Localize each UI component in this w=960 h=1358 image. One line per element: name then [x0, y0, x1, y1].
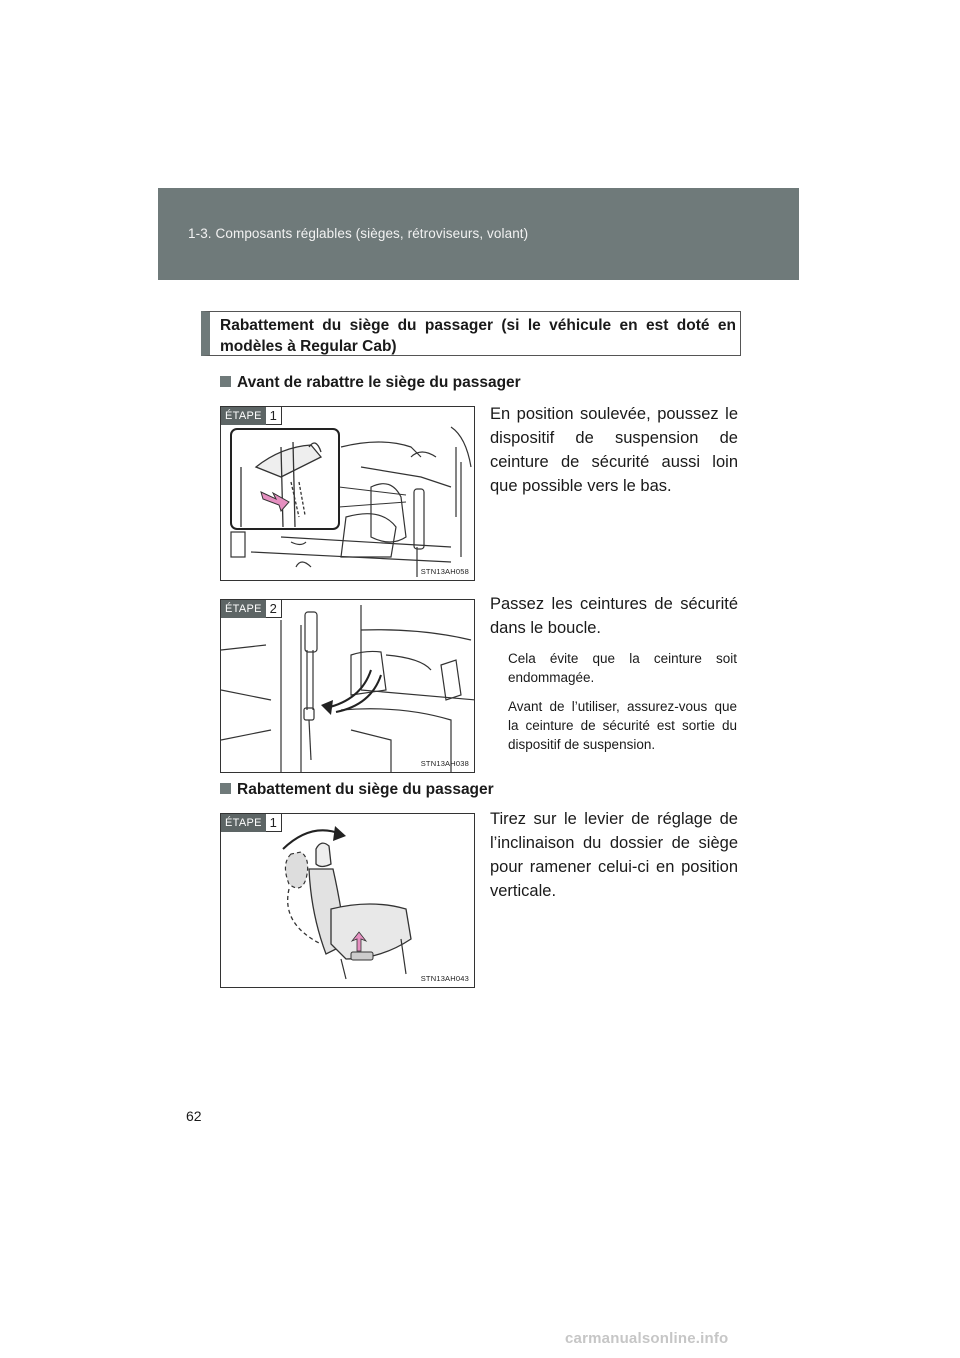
step-label: ÉTAPE — [221, 600, 266, 618]
belt-through-buckle-illustration — [221, 600, 475, 773]
seatbelt-hanger-illustration — [221, 407, 475, 581]
figure-step-3 — [220, 813, 475, 988]
figure-step-1 — [220, 406, 475, 581]
step-number: 1 — [266, 407, 282, 425]
section-title: Rabattement du siège du passager (si le véhicule en est doté en modèles à Regular Cab) — [201, 311, 741, 356]
page-number: 62 — [186, 1108, 202, 1124]
figure-code: STN13AH038 — [420, 759, 469, 768]
step-number: 2 — [266, 600, 282, 618]
subsection-heading-text: Rabattement du siège du passager — [237, 781, 494, 798]
figure-code: STN13AH043 — [420, 974, 469, 983]
square-bullet-icon — [220, 376, 231, 387]
step-2-note-1: Cela évite que la ceinture soit endommagée. — [508, 651, 737, 685]
step-1-text: En position soulevée, poussez le dispositif de suspension de ceinture de sécurité aussi loin que possible vers le bas. — [490, 405, 738, 495]
step-badge — [221, 814, 282, 832]
step-badge — [221, 407, 282, 425]
subsection-heading-text: Avant de rabattre le siège du passager — [237, 374, 521, 391]
square-bullet-icon — [220, 783, 231, 794]
breadcrumb: 1-3. Composants réglables (sièges, rétroviseurs, volant) — [188, 226, 529, 241]
step-2-text: Passez les ceintures de sécurité dans le boucle. — [490, 595, 738, 637]
subsection-heading-2 — [220, 781, 494, 799]
figure-step-2 — [220, 599, 475, 773]
step-3-text: Tirez sur le levier de réglage de l’inclinaison du dossier de siège pour ramener celui-ci en position verticale. — [490, 810, 738, 900]
chapter-header — [158, 188, 799, 280]
step-label: ÉTAPE — [221, 407, 266, 425]
step-label: ÉTAPE — [221, 814, 266, 832]
step-badge — [221, 600, 282, 618]
figure-code: STN13AH058 — [420, 567, 469, 576]
subsection-heading-1 — [220, 374, 521, 392]
seat-recline-illustration — [221, 814, 475, 988]
watermark: carmanualsonline.info — [565, 1330, 729, 1347]
step-number: 1 — [266, 814, 282, 832]
curved-arrow-icon — [333, 826, 346, 841]
step-2-note-2: Avant de l’utiliser, assurez-vous que la ceinture de sécurité est sortie du dispositif de suspension. — [508, 699, 737, 752]
